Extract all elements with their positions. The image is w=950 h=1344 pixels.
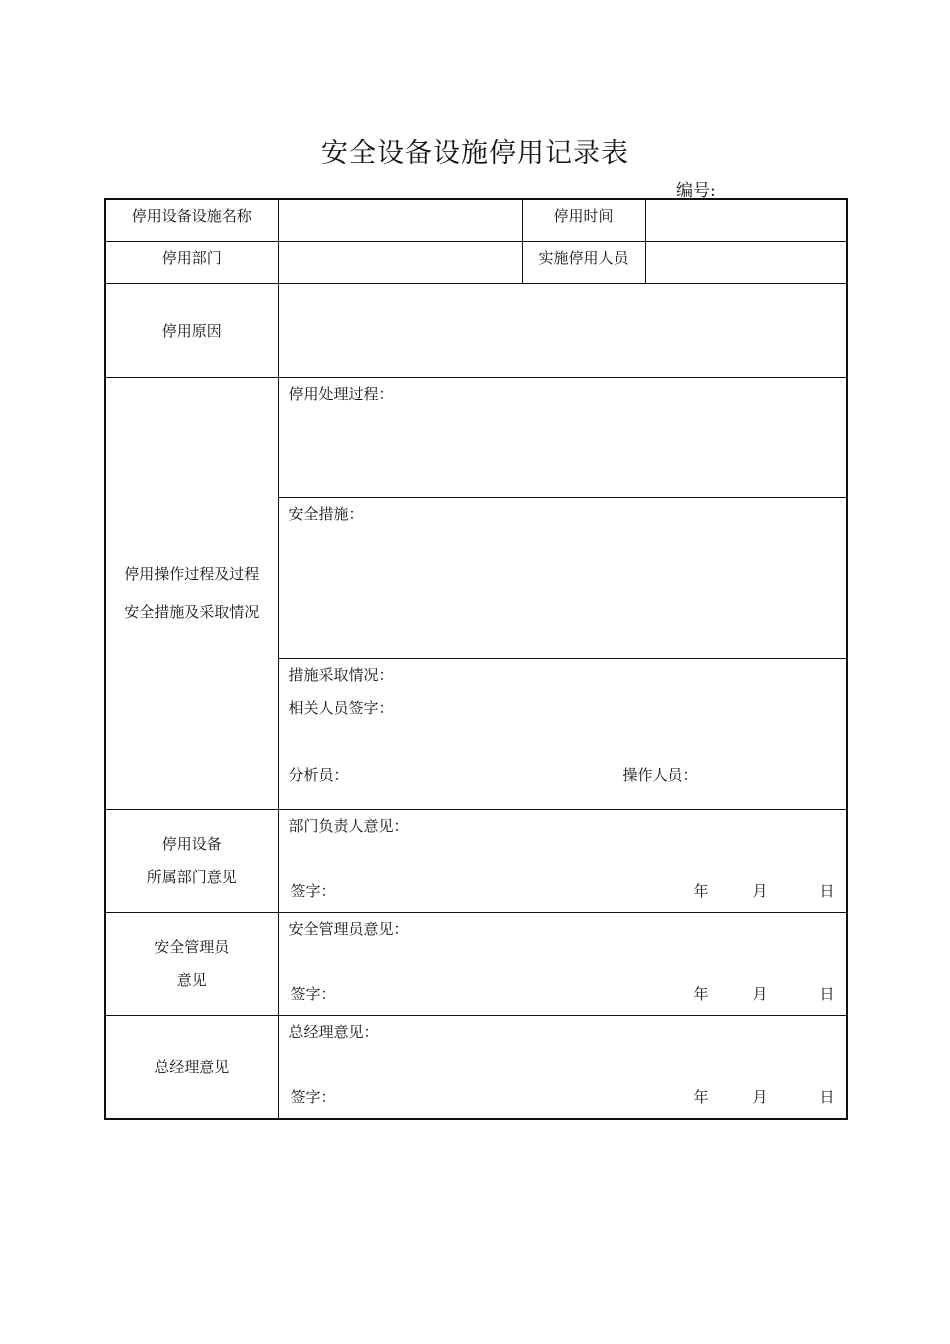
safety-admin-label-line2: 意见	[176, 970, 207, 989]
department-field[interactable]	[278, 241, 522, 283]
dept-opinion-label-line1: 停用设备	[161, 834, 222, 853]
dept-opinion-label-line2: 所属部门意见	[146, 867, 237, 886]
safety-admin-field[interactable]	[278, 912, 847, 1015]
stop-time-field[interactable]	[645, 199, 847, 241]
department-label: 停用部门	[105, 241, 278, 283]
gm-month-label: 月	[752, 1087, 768, 1106]
gm-day-label: 日	[819, 1087, 835, 1106]
related-signature-label: 相关人员签字：	[288, 698, 394, 717]
row-department	[105, 241, 847, 283]
gm-field[interactable]	[278, 1015, 847, 1119]
measures-taken-label: 措施采取情况：	[288, 665, 394, 684]
reason-label: 停用原因	[105, 283, 278, 377]
operation-label-line1: 停用操作过程及过程	[124, 565, 260, 583]
operation-label	[105, 377, 278, 809]
dept-day-label: 日	[819, 881, 835, 900]
dept-opinion-text-label: 部门负责人意见：	[288, 816, 409, 835]
reason-field[interactable]	[278, 283, 847, 377]
dept-month-label: 月	[752, 881, 768, 900]
safety-admin-day-label: 日	[819, 984, 835, 1003]
safety-admin-signature-label: 签字：	[290, 984, 336, 1003]
measures-taken-field[interactable]	[278, 658, 847, 809]
gm-label: 总经理意见	[105, 1015, 278, 1119]
dept-year-label: 年	[693, 881, 709, 900]
equipment-name-field[interactable]	[278, 199, 522, 241]
safety-admin-text-label: 安全管理员意见：	[288, 919, 409, 938]
row-dept-opinion	[105, 809, 847, 912]
safety-admin-month-label: 月	[752, 984, 768, 1003]
analyst-label: 分析员：	[288, 765, 349, 784]
equipment-name-label: 停用设备设施名称	[105, 199, 278, 241]
safety-admin-year-label: 年	[693, 984, 709, 1003]
operator-label: 操作人员：	[622, 765, 698, 784]
row-gm-opinion	[105, 1015, 847, 1119]
personnel-label: 实施停用人员	[522, 241, 645, 283]
gm-year-label: 年	[693, 1087, 709, 1106]
dept-opinion-label	[105, 809, 278, 912]
row-reason	[105, 283, 847, 377]
row-equipment-name	[105, 199, 847, 241]
dept-signature-label: 签字：	[290, 881, 336, 900]
process-field[interactable]	[278, 377, 847, 497]
safety-measures-label: 安全措施：	[288, 504, 364, 523]
safety-measures-field[interactable]	[278, 497, 847, 658]
row-process	[105, 377, 847, 497]
page-title: 安全设备设施停用记录表	[321, 138, 629, 169]
record-form-table	[104, 198, 848, 1120]
row-safety-admin-opinion	[105, 912, 847, 1015]
dept-opinion-field[interactable]	[278, 809, 847, 912]
process-label: 停用处理过程：	[288, 384, 394, 403]
gm-text-label: 总经理意见：	[288, 1022, 379, 1041]
doc-number-label: 编号:	[676, 181, 716, 201]
gm-signature-label: 签字：	[290, 1087, 336, 1106]
safety-admin-label	[105, 912, 278, 1015]
operation-label-line2: 安全措施及采取情况	[124, 603, 260, 621]
stop-time-label: 停用时间	[522, 199, 645, 241]
safety-admin-label-line1: 安全管理员	[154, 937, 230, 956]
personnel-field[interactable]	[645, 241, 847, 283]
